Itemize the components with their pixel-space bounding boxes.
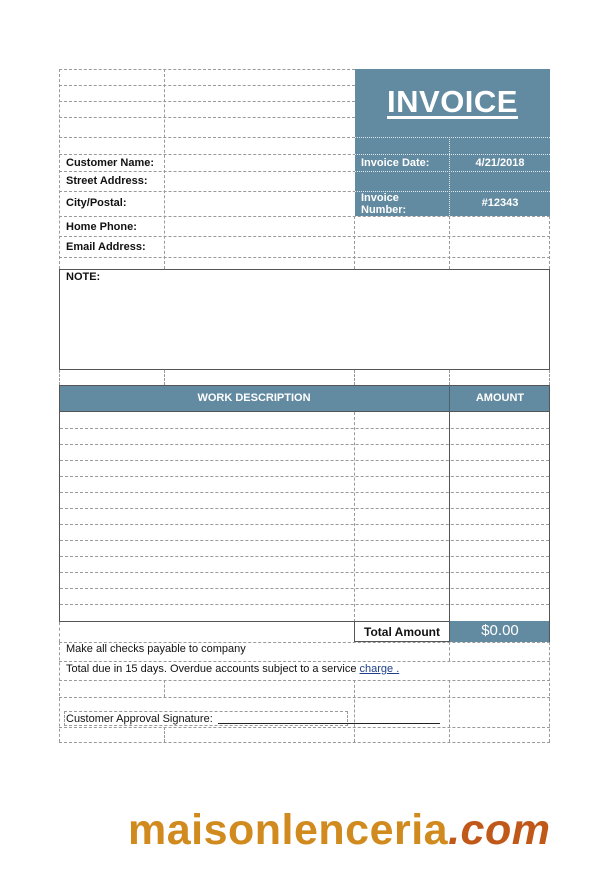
grid-line	[59, 661, 550, 662]
invoice-number-label-line1: Invoice	[361, 192, 399, 204]
grid-line	[549, 370, 550, 385]
email-address-label: Email Address:	[66, 241, 146, 253]
work-description-cell[interactable]	[60, 525, 354, 540]
watermark	[128, 806, 550, 855]
grid-line	[59, 101, 355, 102]
invoice-date-label: Invoice Date:	[361, 157, 430, 169]
grid-line	[549, 642, 550, 742]
total-amount-value: $0.00	[481, 622, 519, 639]
home-phone-label: Home Phone:	[66, 221, 137, 233]
due-terms-text	[66, 663, 399, 675]
grid-line	[355, 154, 550, 155]
work-description-cell[interactable]	[60, 589, 354, 604]
street-address-label: Street Address:	[66, 175, 148, 187]
work-description-cell[interactable]	[60, 412, 354, 428]
grid-line	[164, 370, 165, 385]
city-postal-label: City/Postal:	[66, 197, 127, 209]
grid-line	[59, 642, 60, 742]
grid-line	[354, 680, 355, 742]
grid-line	[59, 727, 550, 728]
invoice-title: INVOICE	[387, 84, 518, 119]
customer-name-field[interactable]	[165, 155, 354, 171]
checks-payable-text: Make all checks payable to company	[66, 643, 246, 655]
work-description-cell[interactable]	[60, 605, 354, 621]
grid-line	[164, 680, 165, 697]
grid-line	[59, 370, 60, 385]
grid-line	[355, 171, 550, 172]
signature-label: Customer Approval Signature:	[66, 713, 213, 725]
grid-line	[59, 697, 550, 698]
grid-line	[355, 137, 550, 138]
grid-line	[59, 257, 550, 258]
grid-line	[59, 117, 355, 118]
grid-line	[59, 69, 355, 70]
work-description-cell[interactable]	[60, 477, 354, 492]
service-charge-link[interactable]: charge .	[359, 663, 400, 675]
work-description-header: WORK DESCRIPTION	[197, 392, 311, 404]
grid-line	[59, 69, 60, 269]
grid-line	[59, 85, 355, 86]
total-amount-label: Total Amount	[364, 625, 440, 639]
grid-line	[449, 642, 450, 661]
work-description-cell[interactable]	[60, 429, 354, 444]
work-description-cell[interactable]	[60, 541, 354, 556]
email-address-field[interactable]	[165, 237, 354, 257]
grid-line	[59, 622, 60, 642]
due-terms-main: Total due in 15 days. Overdue accounts subject to a service	[66, 663, 360, 675]
grid-line	[449, 216, 450, 269]
signature-line[interactable]	[218, 723, 440, 724]
city-postal-field[interactable]	[165, 192, 354, 216]
work-description-cell[interactable]	[60, 461, 354, 476]
grid-line	[354, 216, 355, 269]
work-description-cell[interactable]	[60, 445, 354, 460]
grid-line	[59, 137, 355, 138]
watermark-main: maisonlenceria	[128, 806, 449, 854]
work-description-cell[interactable]	[60, 573, 354, 588]
invoice-date-value[interactable]: 4/21/2018	[475, 157, 525, 169]
watermark-suffix: .com	[448, 806, 551, 854]
grid-line	[164, 727, 165, 742]
grid-line	[59, 680, 550, 681]
note-label: NOTE:	[66, 271, 101, 283]
grid-line	[449, 680, 450, 742]
invoice-number-label-line2: Number:	[361, 204, 407, 216]
invoice-number-label	[361, 192, 406, 216]
invoice-title-wrap	[355, 84, 550, 120]
work-description-cell[interactable]	[60, 493, 354, 508]
customer-name-label: Customer Name:	[66, 157, 155, 169]
note-box[interactable]	[59, 269, 550, 370]
invoice-number-value[interactable]: #12343	[481, 197, 519, 209]
home-phone-field[interactable]	[165, 217, 354, 236]
amount-header: AMOUNT	[475, 392, 525, 404]
work-description-cell[interactable]	[60, 509, 354, 524]
grid-line	[59, 742, 550, 743]
grid-line	[354, 370, 355, 385]
grid-line	[449, 370, 450, 385]
grid-line	[549, 216, 550, 269]
work-description-cell[interactable]	[60, 557, 354, 572]
street-address-field[interactable]	[165, 172, 354, 191]
